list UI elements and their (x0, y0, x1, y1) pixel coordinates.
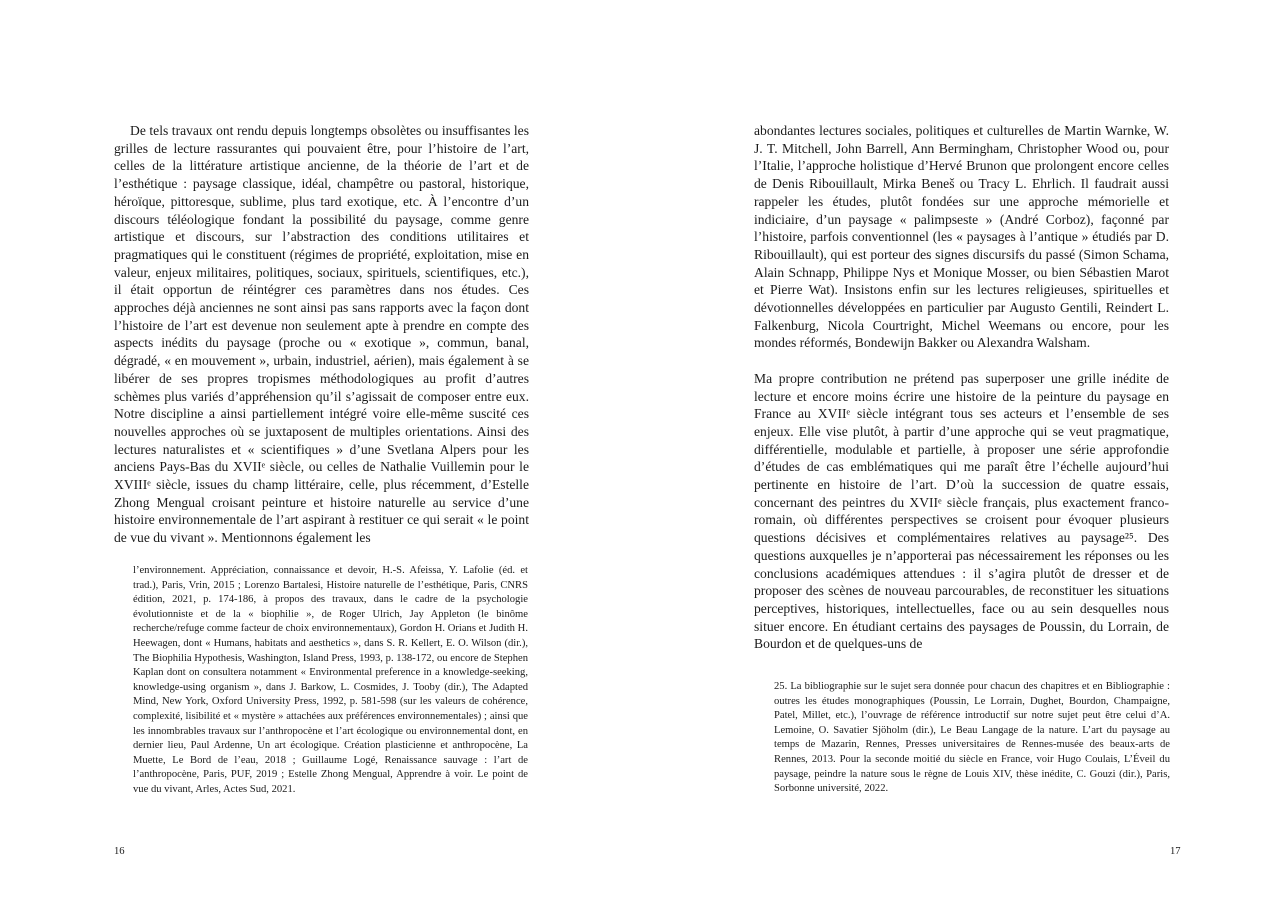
page-number-right: 17 (1170, 846, 1181, 857)
right-paragraph-2: Ma propre contribution ne prétend pas superposer une grille inédite de lecture et encore moins écrire une histoire de la peinture du paysage en France au XVIIᵉ siècle intégrant tous ses acteurs et l’ensemble de ses enjeux. Elle vise plutôt, à partir d’une approche qui se veut pragmatique, différentielle, modulable et partielle, à proposer une série approfondie d’études de cas emblématiques qui me paraît être l’échelle aujourd’hui pertinente en histoire de l’art. D’où la succession de quatre essais, concernant des peintres du XVIIᵉ siècle français, plus exactement franco-romain, où différentes perspectives se croisent pour évoquer plusieurs questions décisives et complémentaires relatives au paysage²⁵. Des questions auxquelles je n’apporterai pas nécessairement les réponses ou les conclusions académiques attendues : il s’agira plutôt de dresser et de proposer des scènes de nouveau parcourables, de reconstituer les situations perceptives, historiques, intellectuelles, face ou au sein desquelles nous situer encore. En étudiant certains des paysages de Poussin, du Lorrain, de Bourdon et de quelques-uns de (754, 370, 1169, 652)
left-footnote-text: l’environnement. Appréciation, connaissance et devoir, H.-S. Afeissa, Y. Lafolie (éd. et trad.), Paris, Vrin, 2015 ; Lorenzo Bartalesi, Histoire naturelle de l’esthétique, Paris, CNRS édition, 2021, p. 174-186, à propos des travaux, dans le cadre de la psychologie évolutionniste et de la « biophilie », de Roger Ulrich, Jay Appleton (le binôme recherche/refuge comme facteur de choix environnementaux), Gordon H. Orians et Judith H. Heewagen, dont « Humans, habitats and aesthetics », dans S. R. Kellert, E. O. Wilson (dir.), The Biophilia Hypothesis, Washington, Island Press, 1993, p. 138-172, ou encore de Stephen Kaplan dont on consultera notamment « Environmental preference in a knowledge-seeking, knowledge-using organism », dans J. Barkow, L. Cosmides, J. Tooby (dir.), The Adapted Mind, New York, Oxford University Press, 1992, p. 581-598 (sur les valeurs de cohérence, complexité, lisibilité et « mystère » attachées aux préférences environnementales) ; ainsi que les innombrables travaux sur l’anthropocène et l’art écologique ou environnemental dont, en dernier lieu, Paul Ardenne, Un art écologique. Création plasticienne et anthropocène, La Muette, Le Bord de l’eau, 2018 ; Guillaume Logé, Renaissance sauvage : l’art de l’anthropocène, Paris, PUF, 2019 ; Estelle Zhong Mengual, Apprendre à voir. Le point de vue du vivant, Arles, Actes Sud, 2021. (133, 565, 528, 795)
right-footnote-text: 25. La bibliographie sur le sujet sera donnée pour chacun des chapitres et en Bibliographie : outres les études monographiques (Poussin, Le Lorrain, Dughet, Bourdon, Champaigne, Patel, Millet, etc.), l’ouvrage de référence introductif sur notre sujet peut être celui d’A. Lemoine, O. Savatier Sjöholm (dir.), Le Beau Langage de la nature. L’art du paysage au temps de Mazarin, Rennes, Presses universitaires de Rennes-musée des beaux-arts de Rennes, 2013. Pour la seconde moitié du siècle en France, voir Hugo Coulais, L’Éveil du paysage, peindre la nature sous le règne de Louis XIV, thèse inédite, C. Gouzi (dir.), Paris, Sorbonne université, 2022. (774, 681, 1170, 795)
right-page (641, 0, 1282, 904)
left-body-text (114, 122, 529, 547)
left-footnote (133, 564, 528, 798)
right-paragraph-1: abondantes lectures sociales, politiques et culturelles de Martin Warnke, W. J. T. Mitchell, John Barrell, Ann Bermingham, Christopher Wood ou, pour l’Italie, l’approche holistique d’Hervé Brunon que prolongent encore celles de Denis Ribouillault, Mirka Beneš ou Tracy L. Ehrlich. Il faudrait aussi rappeler les études, plutôt fondées sur une approche mémorielle et indiciaire, d’un paysage « palimpseste » (André Corboz), façonné par l’histoire, parfois conventionnel (les « paysages à l’antique » étudiés par D. Ribouillault), qui est porteur des signes discursifs du passé (Simon Schama, Alain Schnapp, Philippe Nys et Monique Mosser, ou bien Sébastien Marot et Pierre Wat). Insistons enfin sur les lectures religieuses, spirituelles et dévotionnelles développées en particulier par Augusto Gentili, Reindert L. Falkenburg, Nicola Courtright, Michel Weemans ou encore, pour les mondes réformés, Bondewijn Bakker ou Alexandra Walsham. (754, 123, 1169, 351)
right-body-text (754, 122, 1169, 653)
page-number-left: 16 (114, 846, 125, 857)
right-footnote (774, 680, 1170, 797)
left-paragraph-1: De tels travaux ont rendu depuis longtemps obsolètes ou insuffisantes les grilles de lecture rassurantes qui pouvaient être, pour l’histoire de l’art, celles de la littérature artistique ancienne, de la théorie de l’art et de l’esthétique : paysage classique, idéal, champêtre ou pastoral, historique, héroïque, pittoresque, sublime, plus tard exotique, etc. À l’encontre d’un discours téléologique fondant la possibilité du paysage, comme genre artistique et discours, sur l’abstraction des conditions utilitaires et pragmatiques qui le constituent (régimes de propriété, exploitation, mise en valeur, enjeux militaires, politiques, sociaux, spirituels, scientifiques, etc.), il était opportun de réintégrer ces paramètres dans nos études. Ces approches déjà anciennes ne sont ainsi pas sans rapports avec la façon dont l’histoire de l’art est devenue non seulement apte à prendre en compte des aspects inédits du paysage (proche ou « exotique », commun, banal, dégradé, « en mouvement », urbain, industriel, aérien), mais également à se libérer de ses propres tropismes méthodologiques au profit d’autres schèmes plus variés d’appréhension qu’il s’agissait de composer entre eux. Notre discipline a ainsi partiellement intégré voire elle-même suscité ces nouvelles approches où se juxtaposent de multiples orientations. Ainsi des lectures naturalistes et « scientifiques » d’une Svetlana Alpers pour les anciens Pays-Bas du XVIIᵉ siècle, ou celles de Nathalie Vuillemin pour le XVIIIᵉ siècle, issues du champ littéraire, celle, plus récemment, d’Estelle Zhong Mengual croisant peinture et histoire naturelle au service d’une histoire environnementale de l’art aspirant à restituer ce qui serait « le point de vue du vivant ». Mentionnons également les (114, 123, 529, 546)
